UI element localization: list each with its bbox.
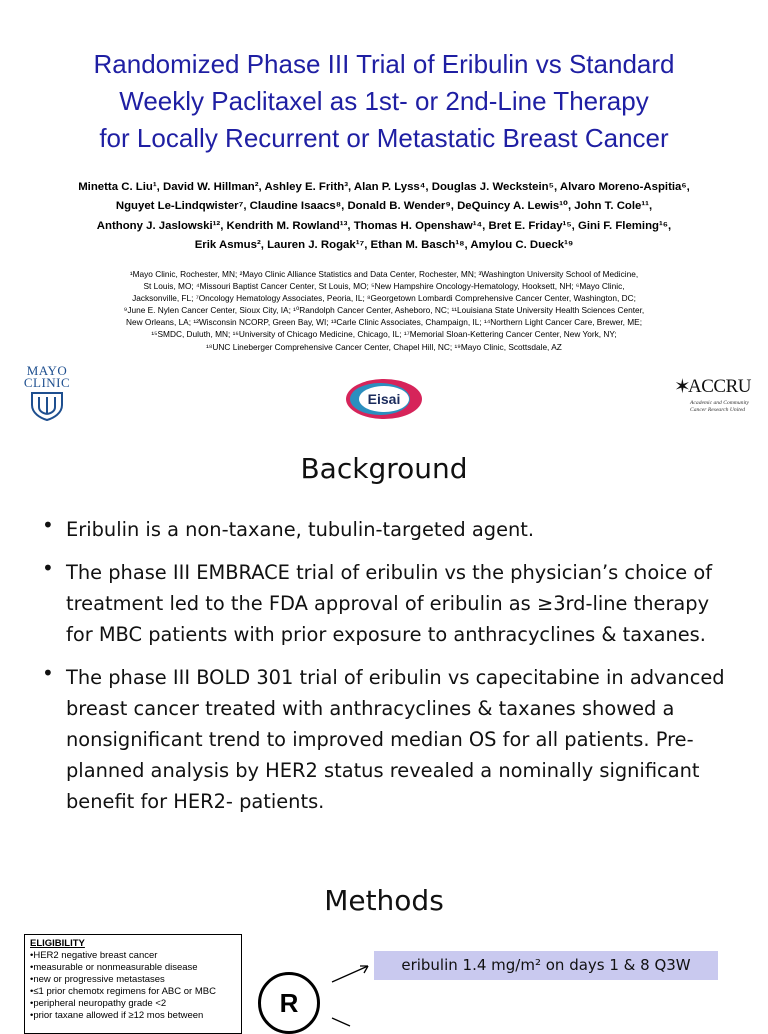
bullet-item <box>40 557 740 650</box>
author-line: Erik Asmus², Lauren J. Rogak¹⁷, Ethan M. Basch¹⁸, Amylou C. Dueck¹⁹ <box>194 239 574 252</box>
author-line: Anthony J. Jaslowski¹², Kendrith M. Rowland¹³, Thomas H. Openshaw¹⁴, Bret E. Friday¹⁵, Gini F. Fleming¹⁶, <box>96 219 672 232</box>
affiliation-line: ¹⁵SMDC, Duluth, MN; ¹⁶University of Chicago Medicine, Chicago, IL; ¹⁷Memorial Sloan-Kettering Cancer Center, New York, NY; <box>151 329 617 340</box>
title-line-2: Weekly Paclitaxel as 1st- or 2nd-Line Therapy <box>119 86 649 116</box>
affiliation-line: St Louis, MO; ⁴Missouri Baptist Cancer Center, St Louis, MO; ⁵New Hampshire Oncology-Hematology, Hooksett, NH; ⁶Mayo Clinic, <box>143 281 625 292</box>
eisai-logo-text: Eisai <box>367 391 401 407</box>
eligibility-list <box>30 950 236 1022</box>
arrow-up-line <box>332 966 368 982</box>
mayo-logo-line-1: MAYO <box>26 363 68 378</box>
affiliation-line: New Orleans, LA; ¹²Wisconsin NCORP, Green Bay, WI; ¹³Carle Clinic Associates, Champaign, IL; ¹⁴Northern Light Cancer Care, Brewer, ME; <box>126 317 642 328</box>
affiliation-line: ¹Mayo Clinic, Rochester, MN; ²Mayo Clinic Alliance Statistics and Data Center, Rochester, MN; ³Washington University School of Medicine, <box>129 269 639 279</box>
randomization-node: R <box>258 972 320 1034</box>
bullet-dot-icon: • <box>42 661 54 685</box>
eisai-logo <box>344 378 424 420</box>
eligibility-item: • new or progressive metastases <box>30 974 236 986</box>
treatment-arm-eribulin: eribulin 1.4 mg/m² on days 1 & 8 Q3W <box>374 951 718 980</box>
background-heading: Background <box>300 452 468 485</box>
bullet-dot-icon: • <box>42 513 54 537</box>
eligibility-item: • prior taxane allowed if ≥12 mos between <box>30 1010 236 1022</box>
methods-heading: Methods <box>324 884 444 917</box>
randomization-arrows <box>320 960 380 1030</box>
accru-logo-subtitle: Academic and Community Cancer Research United <box>690 400 750 413</box>
bullet-text: Eribulin is a non-taxane, tubulin-targeted agent. <box>66 518 535 541</box>
mayo-clinic-logo <box>22 365 72 425</box>
mayo-logo-line-2: CLINIC <box>23 375 71 390</box>
eligibility-item: • ≤1 prior chemotx regimens for ABC or MBC <box>30 986 236 998</box>
eligibility-item: • peripheral neuropathy grade <2 <box>30 998 236 1010</box>
affiliation-list <box>40 268 728 353</box>
author-line: Nguyet Le-Lindqwister⁷, Claudine Isaacs⁸, Donald B. Wender⁹, DeQuincy A. Lewis¹⁰, John T. Cole¹¹, <box>115 200 653 213</box>
arrow-down-line <box>332 1018 350 1026</box>
star-icon: ✶ <box>674 376 691 398</box>
accru-logo <box>672 370 764 422</box>
title-line-3: for Locally Recurrent or Metastatic Breast Cancer <box>99 123 669 153</box>
bullet-dot-icon: • <box>42 556 54 580</box>
affiliation-line: ⁹June E. Nylen Cancer Center, Sioux City, IA; ¹⁰Randolph Cancer Center, Asheboro, NC; ¹¹Louisiana State University Health Sciences Center, <box>123 305 645 316</box>
bullet-item <box>40 662 740 817</box>
bullet-text: The phase III EMBRACE trial of eribulin vs the physician’s choice of treatment led to the FDA approval of eribulin as ≥3rd-line therapy for MBC patients with prior exposure to anthracyclines & taxanes. <box>66 561 713 646</box>
eligibility-box <box>24 934 242 1034</box>
author-line: Minetta C. Liu¹, David W. Hillman², Ashley E. Frith³, Alan P. Lyss⁴, Douglas J. Weckstein⁵, Alvaro Moreno-Aspitia⁶, <box>78 181 690 193</box>
bullet-text: The phase III BOLD 301 trial of eribulin vs capecitabine in advanced breast cancer treated with anthracyclines & taxanes showed a nonsignificant trend to improved median OS for all patients. Pre-planned analysis by HER2 status revealed a nominally significant benefit for HER2- patients. <box>66 666 725 813</box>
affiliation-line: ¹⁸UNC Lineberger Comprehensive Cancer Center, Chapel Hill, NC; ¹⁹Mayo Clinic, Scottsdale, AZ <box>206 341 562 352</box>
mayo-shield-icon <box>30 391 64 421</box>
eligibility-item: • measurable or nonmeasurable disease <box>30 962 236 974</box>
title-line-1: Randomized Phase III Trial of Eribulin vs Standard <box>93 49 675 79</box>
eligibility-header: ELIGIBILITY <box>30 938 85 949</box>
affiliation-line: Jacksonville, FL; ⁷Oncology Hematology Associates, Peoria, IL; ⁸Georgetown Lombardi Comprehensive Cancer Center, Washington, DC; <box>132 293 636 304</box>
bullet-item <box>40 514 740 545</box>
background-bullet-list <box>40 514 740 829</box>
accru-logo-text: ACCRU <box>688 376 751 397</box>
poster-title <box>0 46 768 157</box>
eligibility-item: • HER2 negative breast cancer <box>30 950 236 962</box>
author-list <box>30 178 738 256</box>
